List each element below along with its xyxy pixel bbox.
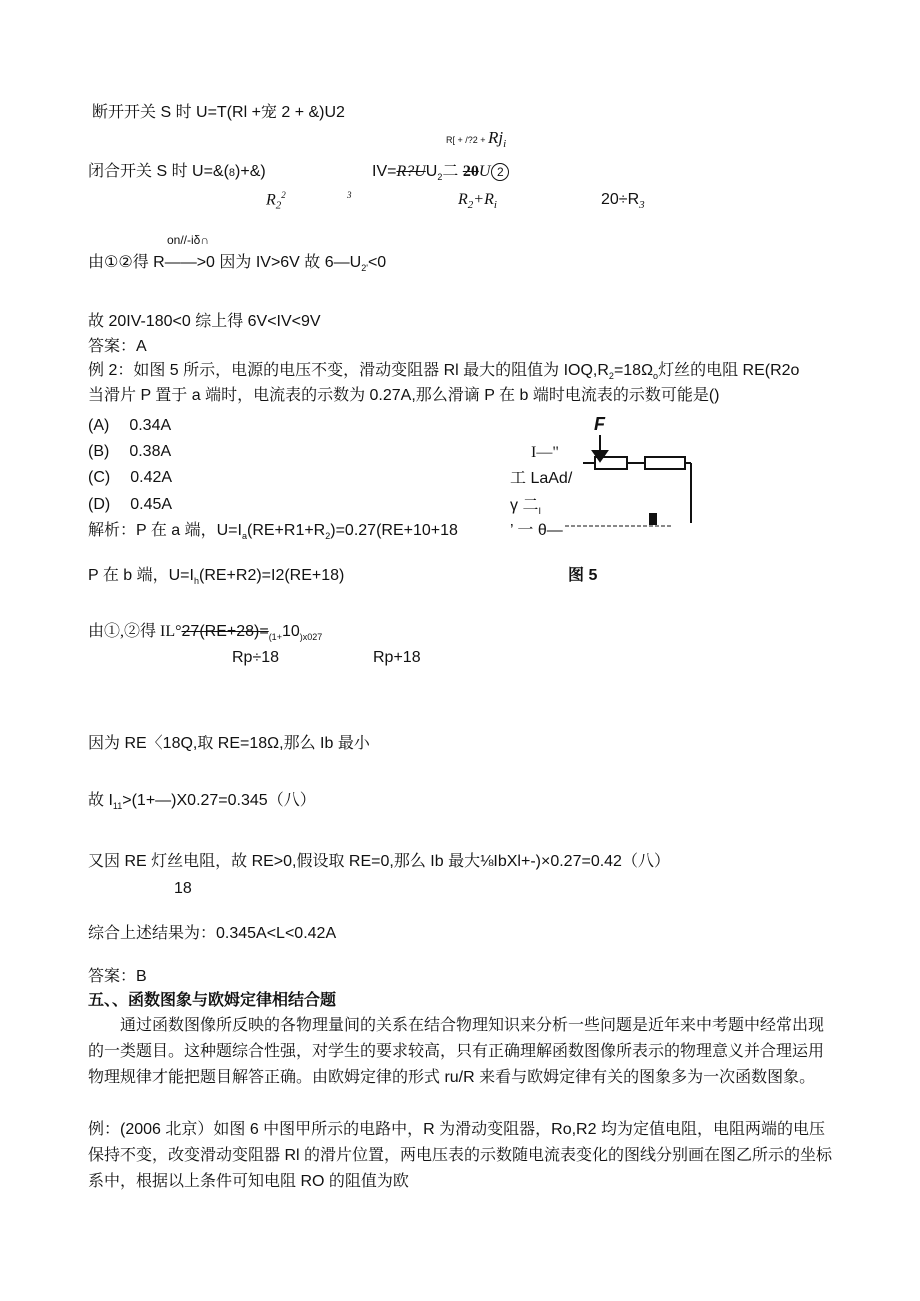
text: γ 二 [510,497,539,514]
text: U [478,163,491,180]
text: 20÷R [601,191,640,208]
circuit-diagram [505,425,705,545]
denominator-20-r3 [601,190,645,212]
option-c [88,468,172,487]
option-value: 0.38A [129,443,172,460]
option-label: (A) [88,417,110,434]
text: 2 [325,531,331,542]
text: 故 20IV-180<0 综上得 6V<IV<9V [88,313,321,330]
text: 由①②得 R——>0 因为 IV>6V 故 6—U [88,254,362,271]
text: )x027 [299,632,323,643]
denominator-rp-2 [373,648,421,667]
line-conclusion [88,312,321,331]
line-ib-max [88,852,670,871]
solution-a-end [88,521,458,542]
text: =18Ω [613,362,654,379]
text: R?U [396,163,426,180]
example-2-statement [88,361,799,382]
text: 图 5 [568,567,598,584]
text: >(1+—)X0.27=0.345（八） [122,792,316,809]
text: U [425,163,438,180]
option-value: 0.34A [129,417,172,434]
text: Rp÷18 [232,649,280,666]
option-label: (B) [88,443,110,460]
line-open-switch [92,103,345,122]
text: 工 LaAd/ [510,470,573,487]
line-denominator-1 [446,128,506,151]
text: 综合上述结果为：0.345A<L<0.42A [88,925,337,942]
text: F [594,414,605,434]
text: I [538,506,541,517]
option-b [88,442,171,461]
option-value: 0.42A [130,469,173,486]
text: (RE+R1+R [246,522,326,539]
text: 3 [639,199,645,212]
text: 答案：B [88,968,147,985]
text: ’ 一 θ— [510,522,563,539]
answer-1 [88,337,147,356]
text: 答案：A [88,338,147,355]
denominator-r2-ri [458,190,497,212]
text: 27(RE+28)= [181,623,269,640]
text: 例 2：如图 5 所示，电源的电压不变，滑动变阻器 Rl 最大的阻值为 IOQ,R [88,362,609,379]
resistor-r2 [645,457,685,469]
text: 2 [437,172,443,183]
text: 当滑片 P 置于 a 端时，电流表的示数为 0.27A,那么滑谪 P 在 b 端时电流表的示数可能是() [88,387,720,404]
option-label: (D) [88,496,111,513]
text: i [493,199,497,212]
denominator-18 [174,879,192,898]
text: R [266,191,276,209]
text: 故 I [88,792,113,809]
text: )=0.27(RE+10+18 [330,522,458,539]
text: i [503,138,507,151]
line-since-re [88,734,370,753]
text: 二 [442,163,463,180]
text: 2' [361,263,368,274]
text: 20 [462,163,479,180]
line-combine [88,622,322,643]
text: Rp+18 [373,649,421,666]
text: P 在 b 端，U=I [88,567,194,584]
text: o [653,371,659,382]
text: 五、、函数图象与欧姆定律相结合题 [88,992,337,1009]
text: R[ + /?2 + [446,135,489,145]
line-close-switch [88,162,266,181]
text: <0 [367,254,387,271]
text: h [193,576,199,587]
text: 2 [275,199,282,212]
line-ib-min [88,791,316,812]
line-summary [88,924,336,943]
solution-b-end [88,566,344,587]
text: 10 [281,623,300,640]
denominator-r2 [266,190,286,213]
text: 2 [608,371,614,382]
text: R [458,191,468,208]
example-2-question [88,386,720,405]
answer-2 [88,967,147,986]
paragraph-example: 例：(2006 北京）如图 6 中图甲所示的电路中，R 为滑动变阻器，Ro,R2 均为定值电阻，电阻两端的电压保持不变，改变滑动变阻器 Rl 的滑片位置，两电压表的示数随电流表变化的图线分别画在图乙所示的坐标系中，根据以上条件可知电阻 RO 的阻值为欧 [88,1121,833,1190]
denominator-3 [347,190,352,201]
text: 断开开关 S 时 U=T(Rl +宠 2 + &)U2 [92,104,345,121]
text: 灯丝的电阻 RE(R2o [658,362,800,379]
battery-cell [650,514,656,524]
text: 11 [112,801,123,812]
text: 解析：P 在 a 端，U=I [88,522,242,539]
text: 2 [467,199,474,212]
text: 2 [281,190,286,200]
text: 18 [174,880,192,897]
text: 由①,②得 IL° [88,623,182,640]
text: 8 [228,167,236,179]
text: (RE+R2)=I2(RE+18) [198,567,345,584]
line-derivation [88,253,386,274]
text: 3 [347,190,352,200]
text: a [241,531,247,542]
line-equation-2 [372,162,509,183]
paragraph-intro: 通过函数图像所反映的各物理量间的关系在结合物理知识来分析一些问题是近年来中考题中经常出现的一类题目。这种题综合性强，对学生的要求较高，只有正确理解函数图像所表示的物理意义并合理运用物理规律才能把题目解答正确。由欧姆定律的形式 ru/R 来看与欧姆定律有关的图象多为一次函数图象。 [88,1017,825,1086]
option-value: 0.45A [130,496,173,513]
text: on//-iδ∩ [167,233,209,247]
text: )+&) [235,163,266,180]
section-heading [88,991,336,1010]
option-label: (C) [88,469,111,486]
text: 闭合开关 S 时 U=&( [88,163,229,180]
circled-number: 2 [491,163,509,181]
text: (1+ [268,632,282,643]
option-a [88,416,171,435]
option-d [88,495,172,514]
annotation-small [167,233,209,247]
text: 又因 RE 灯丝电阻，故 RE>0,假设取 RE=0,那么 Ib 最大⅛IbXl+-)×0.27=0.42（八） [88,853,670,870]
text: Rj [488,128,504,147]
figure-5-caption [568,566,597,585]
text: I—" [531,444,559,461]
text: +R [473,191,494,208]
text: 因为 RE〈18Q,取 RE=18Ω,那么 Ib 最小 [88,735,370,752]
denominator-rp-1 [232,648,279,667]
text: IV= [372,163,397,180]
